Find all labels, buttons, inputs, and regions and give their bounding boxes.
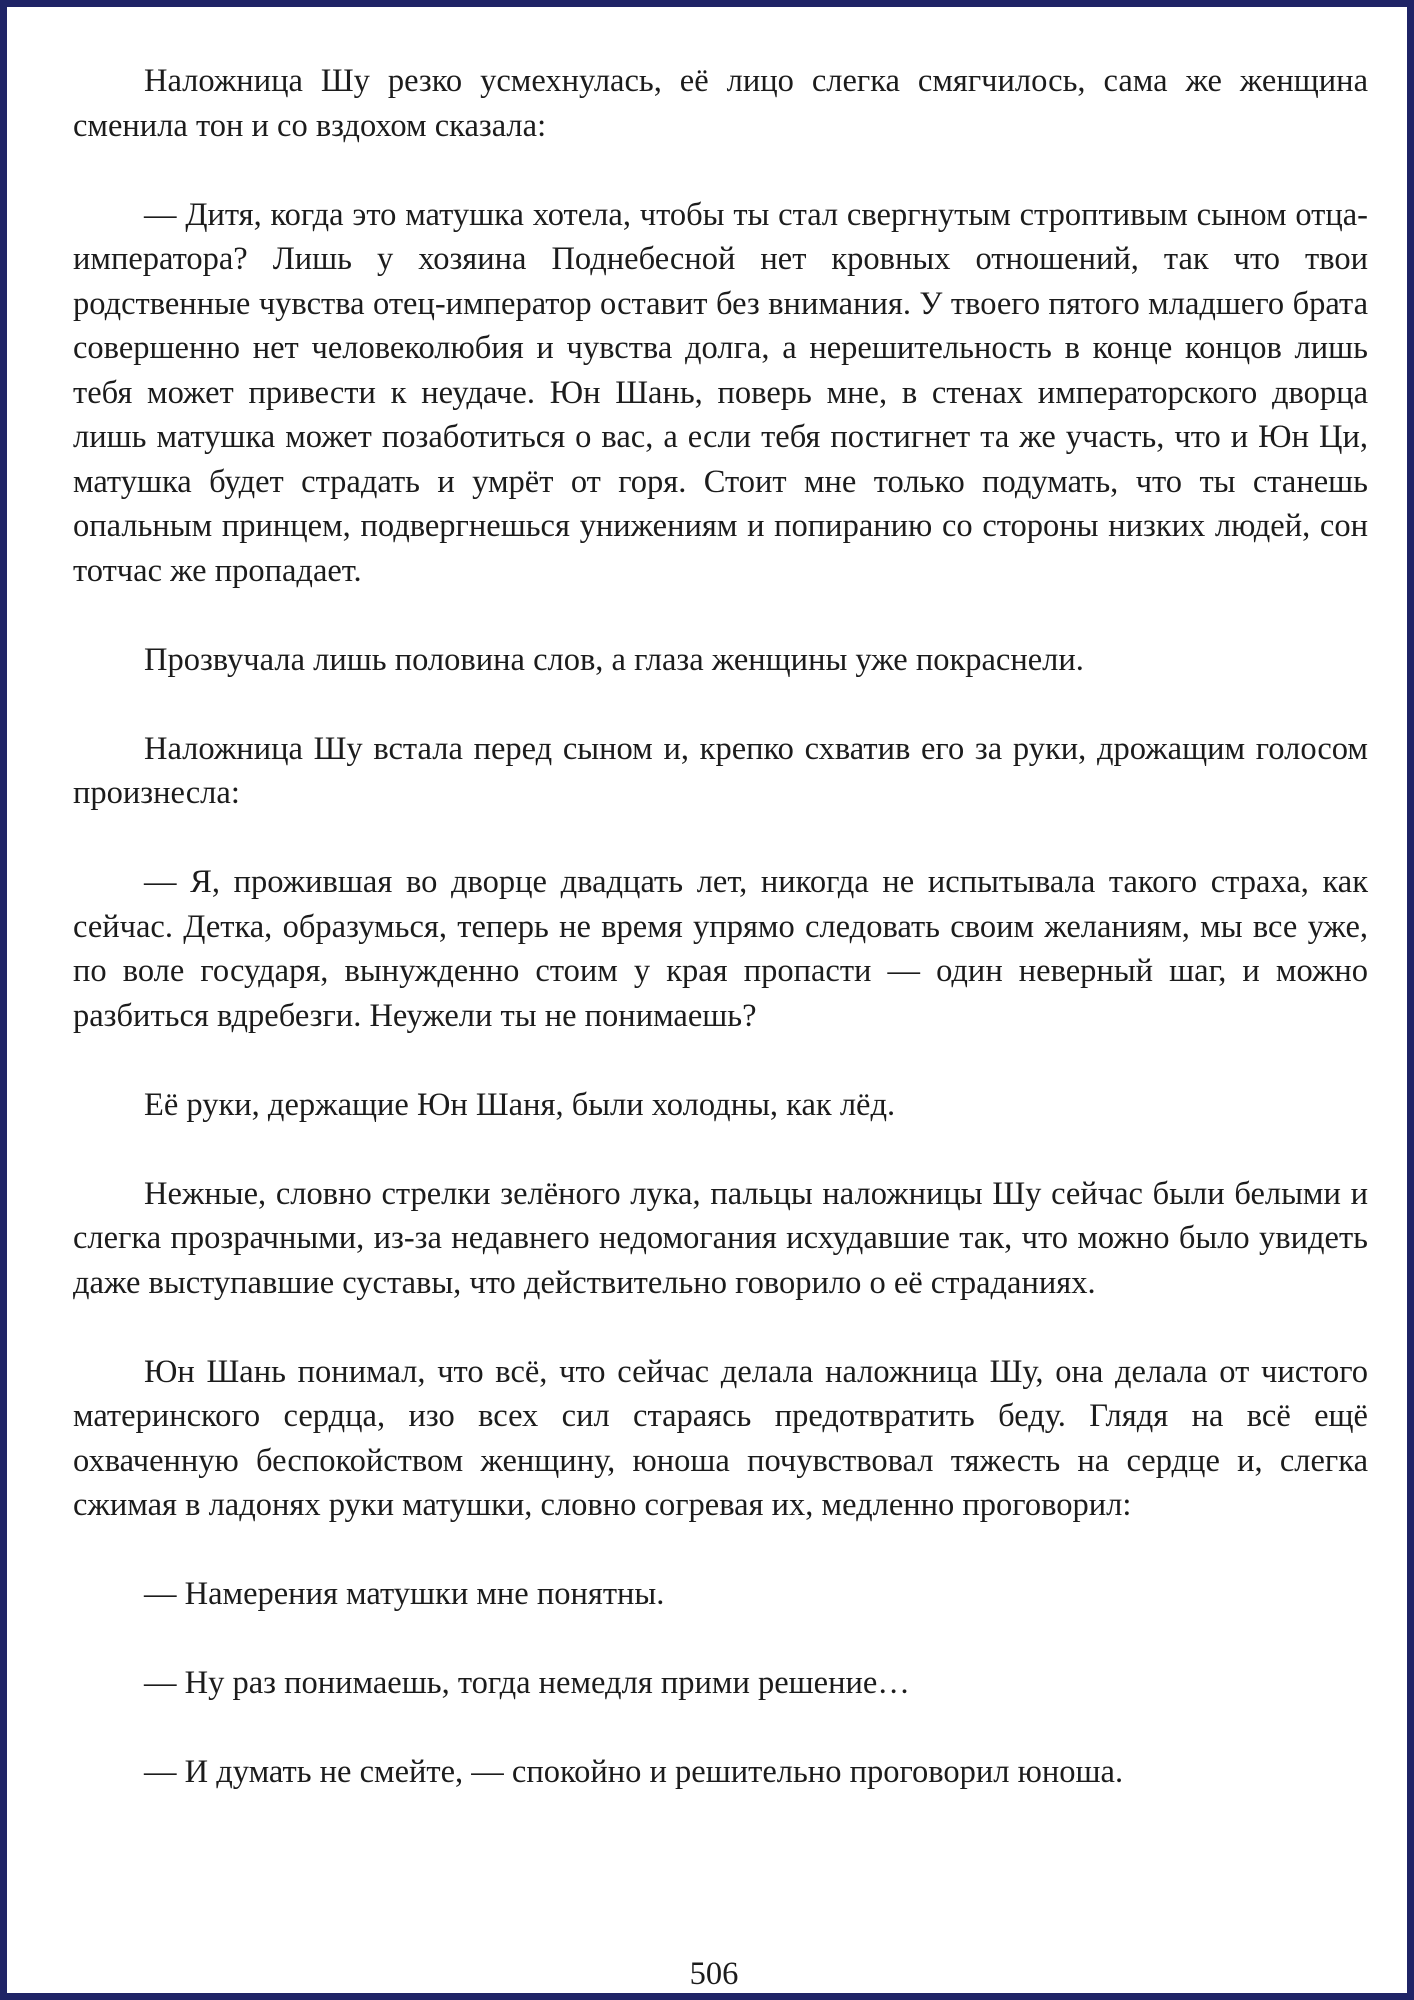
paragraph: — Дитя, когда это матушка хотела, чтобы ты стал свергнутым строптивым сыном отца-императора? Лишь у хозяина Поднебесной нет кровных отношений, так что твои родственные чувства отец-император оставит без внимания. У твоего пятого младшего брата совершенно нет человеколюбия и чувства долга, а нерешительность в конце концов лишь тебя может привести к неудаче. Юн Шань, поверь мне, в стенах императорского дворца лишь матушка может позаботиться о вас, а если тебя постигнет та же участь, что и Юн Ци, матушка будет страдать и умрёт от горя. Стоит мне только подумать, что ты станешь опальным принцем, подвергнешься унижениям и попиранию со стороны низких людей, сон тотчас же пропадает. [73,196,1368,589]
paragraph: Наложница Шу встала перед сыном и, крепко схватив его за руки, дрожащим голосом произнесла: [73,730,1368,811]
paragraph: — Я, прожившая во дворце двадцать лет, никогда не испытывала такого страха, как сейчас. Детка, образумься, теперь не время упрямо следовать своим желаниям, мы все уже, по воле государя, вынужденно стоим у края пропасти — один неверный шаг, и можно разбиться вдребезги. Неужели ты не понимаешь? [73,864,1368,1034]
text-body [73,59,1368,1795]
paragraph: Нежные, словно стрелки зелёного лука, пальцы наложницы Шу сейчас были белыми и слегка прозрачными, из-за недавнего недомогания исхудавшие так, что можно было увидеть даже выступавшие суставы, что действительно говорило о её страданиях. [73,1175,1368,1301]
paragraph: Юн Шань понимал, что всё, что сейчас делала наложница Шу, она делала от чистого материнского сердца, изо всех сил стараясь предотвратить беду. Глядя на всё ещё охваченную беспокойством женщину, юноша почувствовал тяжесть на сердце и, слегка сжимая в ладонях руки матушки, словно согревая их, медленно проговорил: [73,1353,1368,1523]
paragraph: — Намерения матушки мне понятны. [144,1576,665,1612]
paragraph: Наложница Шу резко усмехнулась, её лицо слегка смягчилось, сама же женщина сменила тон и со вздохом сказала: [73,63,1368,144]
paragraph: Её руки, держащие Юн Шаня, были холодны, как лёд. [144,1086,896,1123]
paragraph: — И думать не смейте, — спокойно и решительно проговорил юноша. [144,1754,1124,1790]
page-number: 506 [689,1956,739,1992]
paragraph: Прозвучала лишь половина слов, а глаза женщины уже покраснели. [144,641,1084,678]
paragraph: — Ну раз понимаешь, тогда немедля прими решение… [144,1665,910,1701]
